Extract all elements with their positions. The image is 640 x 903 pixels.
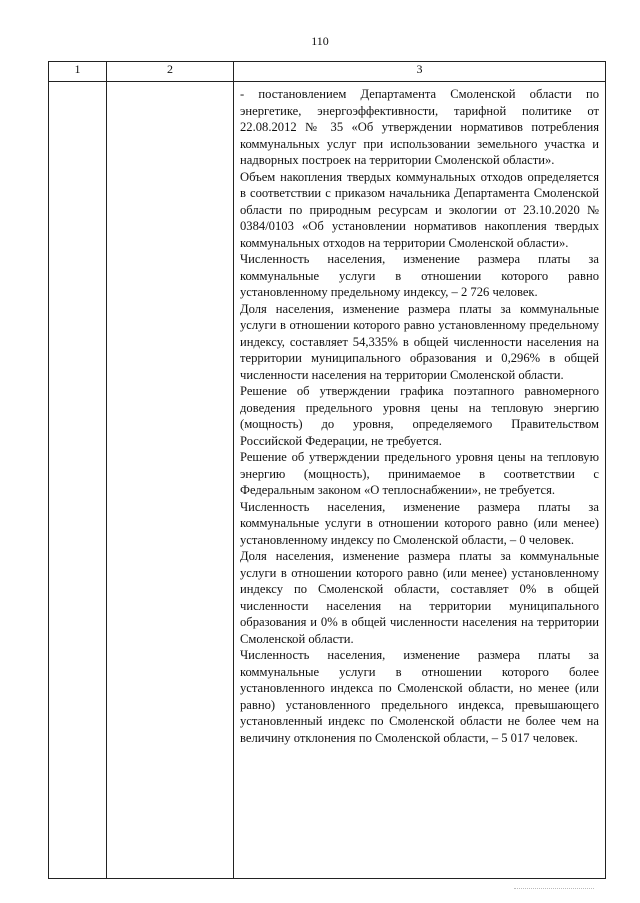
table-body-row bbox=[49, 82, 606, 879]
paragraph-heat-price-schedule: Решение об утверждении графика поэтапного равномерного доведения предельного уровня цены на тепловую энергию (мощность) до уровня, определяемого Правительством Российской Федерации, не требуется. bbox=[240, 384, 599, 448]
paragraph-population-above-index: Численность населения, изменение размера платы за коммунальные услуги в отношении которого более установленного индекса по Смоленской области, но менее (или равно) установленного предельного индекса, превышающего установленный индекс по Смоленской области не более чем на величину отклонения по Смоленской области, – 5 017 человек. bbox=[240, 648, 599, 745]
document-table bbox=[48, 61, 606, 879]
page-number: 110 bbox=[311, 34, 329, 48]
cell-col-1 bbox=[49, 82, 107, 879]
cell-col-3 bbox=[234, 82, 606, 879]
paragraph-heat-price-limit: Решение об утверждении предельного уровня цены на тепловую энергию (мощность), принимаемое в соответствии с Федеральным законом «О теплоснабжении», не требуется. bbox=[240, 450, 599, 497]
column-header-1: 1 bbox=[49, 62, 107, 82]
column-header-2: 2 bbox=[107, 62, 234, 82]
column-header-3: 3 bbox=[234, 62, 606, 82]
cell-col-2 bbox=[107, 82, 234, 879]
paragraph-population-equal-limit: Численность населения, изменение размера платы за коммунальные услуги в отношении которого равно установленному предельному индексу, – 2 726 человек. bbox=[240, 252, 599, 299]
paragraph-share-equal-limit: Доля населения, изменение размера платы за коммунальные услуги в отношении которого равно установленному предельному индексу, составляет 54,335% в общей численности населения на территории муниципального образования и 0,296% в общей численности населения на территории Смоленской области. bbox=[240, 301, 599, 382]
paragraph-population-equal-index: Численность населения, изменение размера платы за коммунальные услуги в отношении которого равно (или менее) установленному индексу по Смоленской области, – 0 человек. bbox=[240, 499, 599, 547]
paragraph-waste-volume: Объем накопления твердых коммунальных отходов определяется в соответствии с приказом начальника Департамента Смоленской области по природным ресурсам и экологии от 23.10.2020 № 0384/0103 «Об установлении нормативов накопления твердых коммунальных отходов на территории Смоленской области». bbox=[240, 169, 599, 250]
paragraph-share-equal-index: Доля населения, изменение размера платы за коммунальные услуги в отношении которого равно (или менее) установленному индексу по Смоленской области, составляет 0% в общей численности населения на территории муниципального образования и 0% в общей численности населения на территории Смоленской области. bbox=[240, 549, 599, 646]
paragraph-resolution-norms: - постановлением Департамента Смоленской области по энергетике, энергоэффективности, тарифной политике от 22.08.2012 № 35 «Об утверждении нормативов потребления коммунальных услуг при использовании земельного участка и надворных построек на территории Смоленской области». bbox=[240, 87, 599, 167]
table-header-row bbox=[49, 62, 606, 82]
scan-mark bbox=[514, 888, 594, 890]
